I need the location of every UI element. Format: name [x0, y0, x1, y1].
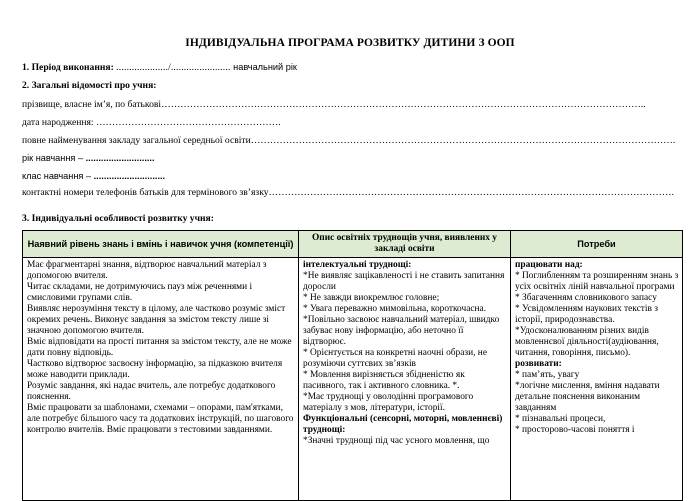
period-separator: /	[168, 62, 171, 73]
period-fill-end: .......................	[170, 62, 231, 73]
needs-cell	[511, 258, 683, 501]
need-item: * пам’ять, увагу	[515, 370, 580, 380]
work-on-heading: працювати над:	[515, 260, 583, 270]
difficulty-item: *Не виявляє зацікавленості і не ставить запитання доросли	[303, 271, 505, 292]
field-school-name	[22, 135, 680, 146]
difficulty-item: * Орієнтується на конкретні наочні образи, не розуміючи суттєвих зв’язків	[303, 348, 487, 369]
need-item: *логічне мислення, вміння надавати детальне пояснення виконаним завданням	[515, 381, 660, 413]
field-school-name-label: повне найменування закладу загальної середньої освіти	[22, 135, 251, 146]
need-item: * Збагаченням словникового запасу	[515, 293, 657, 303]
period-fill-start: ....................	[116, 62, 169, 73]
period-line	[22, 62, 297, 73]
current-level-item: Вміє відповідати на прості питання за змістом тексту, але не може дати повну відповідь.	[27, 337, 292, 358]
need-item: * Усвідомленням наукових текстів з історії, природознавства.	[515, 304, 658, 325]
period-suffix: навчальний рік	[230, 62, 297, 72]
features-table-header-row	[23, 231, 683, 258]
period-label: 1. Період виконання:	[22, 62, 114, 73]
individual-features-heading	[22, 213, 214, 224]
field-study-year-fill: ...........................	[85, 153, 155, 163]
field-class-label: клас навчання –	[22, 171, 94, 181]
difficulty-item: *Значні труднощі під час усного мовлення, що	[303, 436, 490, 446]
field-study-year-label: рік навчання –	[22, 153, 86, 163]
individual-features-label: 3. Індивідуальні особливості розвитку учня:	[22, 213, 214, 224]
current-level-item: Виявляє нерозуміння тексту в цілому, але частково розуміє зміст окремих речень. Виконує завдання за змістом тексту лише зі значною допомогою вчителя.	[27, 304, 286, 336]
field-birth-date	[22, 117, 281, 128]
need-item: *Удосконалюванням різних видів мовленнєвої діяльності(аудіювання, читання, говоріння, письмо).	[515, 326, 659, 358]
field-parent-phones	[22, 187, 680, 198]
field-full-name-fill: ……………………………………………………………………………………………………………………………………..	[161, 99, 646, 110]
field-full-name	[22, 99, 680, 110]
need-item: * просторово-часові поняття і	[515, 425, 635, 435]
difficulties-cell	[299, 258, 511, 501]
current-level-item: Має фрагментарні знання, відтворює навчальний матеріал з допомогою вчителя.	[27, 260, 267, 281]
field-class	[22, 171, 165, 181]
difficulty-item: * Увага переважно мимовільна, короткочасна.	[303, 304, 487, 314]
field-school-name-fill: …………………………………………………………………………………………………………………….	[250, 135, 676, 146]
features-table-row	[23, 258, 683, 501]
header-needs: Потреби	[511, 231, 683, 258]
difficulty-item: * Не завжди виокремлює головне;	[303, 293, 440, 303]
current-level-item: Вміє працювати за шаблонами, схемами – опорами, пам'ятками, але потребує більшого часу та додаткових інструкцій, по шагового контролю вчителів. Вміє працювати з тестовими завданнями.	[27, 403, 294, 435]
features-table	[22, 230, 683, 501]
difficulty-item: * Мовлення вирізняється збідненістю як пасивного, так і активного словника. *.	[303, 370, 465, 391]
current-level-item: Частково відтворює засвоєну інформацію, за підказкою вчителя може наводити приклади.	[27, 359, 283, 380]
intellectual-difficulties-heading: інтелектуальні труднощі:	[303, 260, 412, 270]
field-birth-date-label: дата народження:	[22, 117, 96, 128]
need-item: * Поглибленням та розширенням знань з усіх освітніх ліній навчальної програми	[515, 271, 679, 292]
general-info-label: 2. Загальні відомості про учня:	[22, 80, 157, 91]
field-full-name-label: прізвище, власне ім’я, по батькові	[22, 99, 162, 110]
field-birth-date-fill: ………………………………………………….	[95, 117, 281, 128]
header-difficulties: Опис освітніх труднощів учня, виявлених у закладі освіти	[299, 231, 511, 258]
field-study-year	[22, 153, 155, 163]
difficulty-item: *Має труднощі у оволодінні програмового матеріалу з мов, літератури, історії.	[303, 392, 474, 413]
current-level-item: Розуміє завдання, які надає вчитель, але потребує додаткового пояснення.	[27, 381, 276, 402]
header-current-level: Наявний рівень знань і вмінь і навичок учня (компетенції)	[23, 231, 299, 258]
functional-difficulties-heading: Функціональні (сенсорні, моторні, мовленнєві) труднощі:	[303, 414, 503, 435]
current-level-item: Читає складами, не дотримуючись пауз між реченнями і смисловими групами слів.	[27, 282, 253, 303]
difficulty-item: *Повільно засвоює навчальний матеріал, швидко забуває нову інформацію, або неточно її відтворює.	[303, 315, 500, 347]
current-level-cell	[23, 258, 299, 501]
field-parent-phones-label: контактні номери телефонів батьків для термінового зв’язку	[22, 187, 269, 198]
field-parent-phones-fill: ……………………………………………………………………………………………………………….	[268, 187, 674, 198]
field-class-fill: ............................	[93, 171, 166, 181]
document-title: ІНДИВІДУАЛЬНА ПРОГРАМА РОЗВИТКУ ДИТИНИ З ООП	[185, 37, 515, 49]
general-info-heading	[22, 80, 156, 91]
develop-heading: розвивати:	[515, 359, 562, 369]
need-item: * пізнавальні процеси,	[515, 414, 606, 424]
